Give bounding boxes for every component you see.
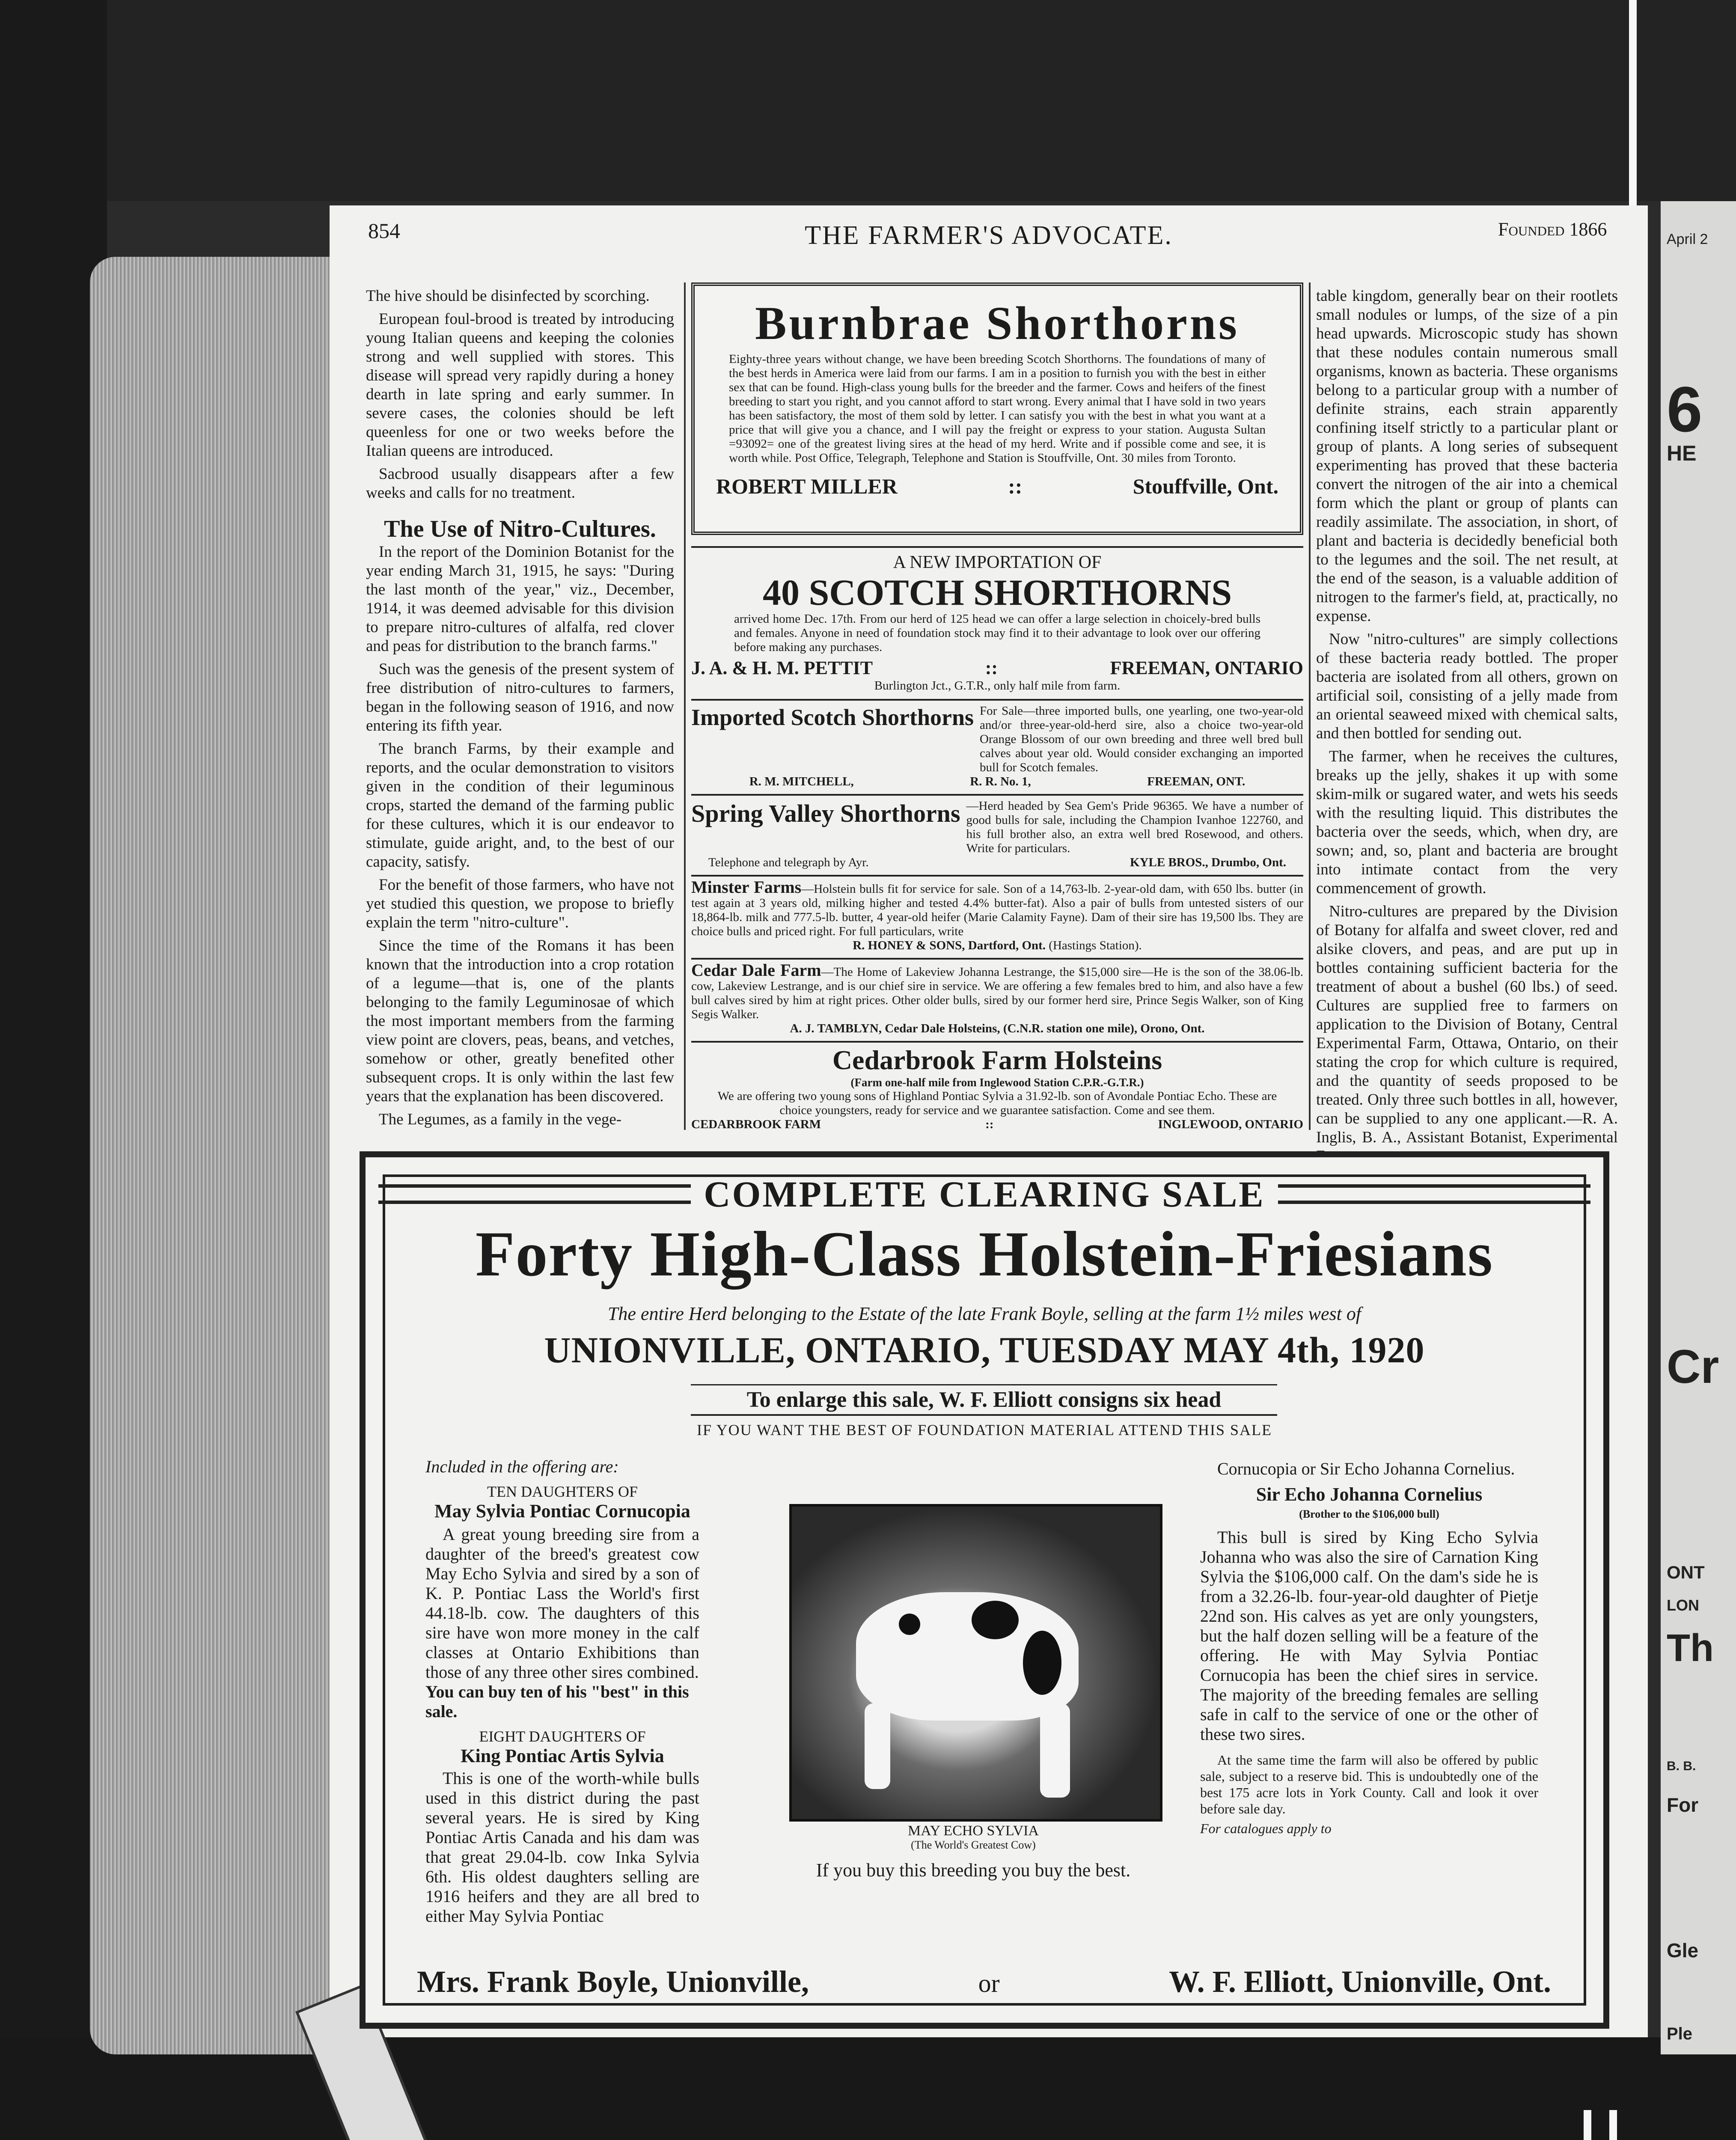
book-page-edges (90, 257, 330, 2054)
ad-signature (707, 474, 1287, 499)
adjacent-fragment: Gle (1667, 1939, 1699, 1962)
paragraph: For the benefit of those farmers, who have not yet studied this question, we propose to briefly explain the term "nitro-culture". (366, 876, 674, 931)
ad-place: INGLEWOOD, ONTARIO (1158, 1118, 1303, 1131)
divider (691, 875, 1303, 877)
cow-spot (899, 1614, 920, 1635)
ad-signature (691, 939, 1303, 953)
scan-glare (1584, 2110, 1591, 2140)
banner-rule (1278, 1184, 1590, 1204)
adjacent-fragment: HE (1667, 441, 1697, 465)
adjacent-fragment: 6 (1667, 373, 1703, 445)
offering-sire: May Sylvia Pontiac Cornucopia (434, 1501, 690, 1522)
adjacent-fragment: LON (1667, 1596, 1699, 1614)
adjacent-fragment: Cr (1667, 1340, 1719, 1393)
divider (691, 546, 1303, 548)
sale-location-date: UNIONVILLE, ONTARIO, TUESDAY MAY 4th, 1920 (544, 1329, 1425, 1370)
paragraph: Now "nitro-cultures" are simply collections of these bacteria ready bottled. The proper bacteria are isolated from all others, grown on artificial soil, consisting of a jelly made from an oriental seaweed mixed with chemical salts, and then bottled for sending out. (1316, 630, 1618, 742)
ad-owner: R. M. MITCHELL, (749, 775, 854, 788)
farm-sale-note: At the same time the farm will also be offered by public sale, subject to a reserve bid. This is undoubtedly one of the best 175 acre lots in York County. Call and look it over before sale day. (1200, 1752, 1538, 1816)
separator: :: (1008, 474, 1023, 498)
offering-highlight: You can buy ten of his "best" in this sale. (425, 1682, 689, 1721)
column-left (366, 287, 674, 1133)
sale-enlarge: To enlarge this sale, W. F. Elliott consigns six head (691, 1384, 1277, 1416)
ad-telephone: Telephone and telegraph by Ayr. (708, 856, 869, 869)
ad-owner: CEDARBROOK FARM (691, 1118, 821, 1131)
paragraph: Nitro-cultures are prepared by the Division of Botany for alfalfa and sweet clover, red and alsike clovers, and peas, and are put up in bottles containing sufficient bacteria for the treatment of about a bushel (60 lbs.) of seed. Cultures are supplied free to farmers on application to the Division of Botany, Central Experimental Farm, Ottawa, Ontario, on their stating the crop for which culture is required, and the quantity of seeds proposed to be treated. Only three such bottles in all, however, can be supplied to any one applicant.—R. A. Inglis, B. A., Assistant Botanist, Experimental (1316, 903, 1618, 1146)
ad-place: FREEMAN, ONT. (1147, 775, 1246, 788)
offering-sire-note: (Brother to the $106,000 bull) (1299, 1508, 1439, 1520)
ad-body: arrived home Dec. 17th. From our herd of 125 head we can offer a large selection in choicely-bred bulls and females. Anyone in need of foundation stock may find it to their advantage to look over our offering before making any purchases. (734, 612, 1260, 654)
ad-note: Burlington Jct., G.T.R., only half mile from farm. (874, 679, 1121, 693)
cow-leg (865, 1703, 890, 1789)
ad-body: We are offering two young sons of Highland Pontiac Sylvia a 31.92-lb. son of Avondale Pontiac Echo. These are choice youngsters, ready for service and we guarantee satisfaction. Come and see them. (717, 1089, 1277, 1117)
running-head-title: THE FARMER'S ADVOCATE. (805, 221, 1173, 250)
ad-title: 40 SCOTCH SHORTHORNS (762, 572, 1232, 613)
page-number: 854 (368, 219, 400, 243)
offering-text: A great young breeding sire from a daughter of the breed's greatest cow May Echo Sylvia and sired by a son of K. P. Pontiac Lass the World's first 44.18-lb. cow. The daughters of this sire have won more money in the calf classes at Ontario Exhibitions than those of any three other sires combined. (425, 1525, 699, 1682)
ad-signature (691, 856, 1303, 870)
ad-address: R. R. No. 1, (970, 775, 1031, 788)
ad-spring-valley (691, 799, 1303, 856)
ad-imported (691, 704, 1303, 775)
adjacent-fragment: For (1667, 1794, 1699, 1816)
divider (691, 794, 1303, 796)
sale-headline: Forty High-Class Holstein-Friesians (475, 1219, 1494, 1290)
seller-boyle: Mrs. Frank Boyle, Unionville, (417, 1965, 809, 1999)
seller-or: or (978, 1969, 1000, 1997)
ad-title: Imported Scotch Shorthorns (691, 704, 974, 730)
divider (691, 699, 1303, 701)
photo-tagline: If you buy this breeding you buy the best. (816, 1860, 1131, 1881)
ad-minster (691, 877, 1303, 939)
cow-leg (1040, 1703, 1070, 1798)
offering-heading: EIGHT DAUGHTERS OF (479, 1728, 646, 1745)
included-label: Included in the offering are: (425, 1457, 619, 1476)
ad-body: —Holstein bulls fit for service for sale. Son of a 14,763-lb. 2-year-old dam, with 650 lbs. butter (in test again at 3 years old, milking higher and tested 4.4% butter-fat). Also a pair of bulls from untested sisters of our 18,864-lb. milk and 777.5-lb. butter, 4 year-old heifer (Marie Calamity Fayne). Dam of their sire has 19,500 lbs. They are choice bulls and priced right. For full particulars, write (691, 882, 1303, 938)
paragraph: The farmer, when he receives the cultures, breaks up the jelly, shakes it up with some skim-milk or sugared water, and wets his seeds with the resulting liquid. This distributes the bacteria over the seeds, which, when dry, are sown; and, so, plant and bacteria are brought into intimate contact from the very commencement of growth. (1316, 748, 1618, 897)
paragraph: Since the time of the Romans it has been known that the introduction into a crop rotation of a legume—that is, one of the plants belonging to the family Leguminosae of which the most important members from the farming view point are clovers, peas, beans, and vetches, somehow or other, greatly benefited other subsequent crops. It is only within the last few years that the explanation has been discovered. (366, 937, 674, 1105)
ad-title: Burnbrae Shorthorns (755, 297, 1240, 349)
adjacent-fragment: Th (1667, 1627, 1714, 1670)
ad-title: Cedarbrook Farm Holsteins (832, 1045, 1162, 1075)
photo-caption: MAY ECHO SYLVIA (907, 1823, 1039, 1839)
ad-clearing-sale (360, 1151, 1609, 2029)
ad-place: Stouffville, Ont. (1133, 474, 1278, 498)
scan-background-top (0, 0, 1736, 201)
ad-signature (691, 775, 1303, 789)
ad-kicker: A NEW IMPORTATION OF (893, 553, 1102, 572)
sale-right-column (1200, 1459, 1538, 1838)
ad-owner: A. J. TAMBLYN, Cedar Dale Holsteins, (C.N.R. station one mile), Orono, Ont. (790, 1022, 1205, 1035)
adjacent-date: April 2 (1667, 231, 1708, 247)
paragraph: In the report of the Dominion Botanist for the year ending March 31, 1915, he says: "During the last month of the year," viz., December, 1914, it was deemed advisable for this division to prepare nitro-cultures of alfalfa, red clover and peas for distribution to the branch farms." (366, 543, 674, 655)
ad-owner: KYLE BROS., Drumbo, Ont. (1130, 856, 1286, 869)
catalogue-note: For catalogues apply to (1200, 1821, 1332, 1836)
offering-text: This is one of the worth-while bulls used in this district during the past several years. He is sired by King Pontiac Artis Canada and his dam was that great 29.04-lb. cow Inka Sylvia 6th. His oldest daughters selling are 1916 heifers and they are all bred to either May Sylvia Pontiac (425, 1768, 699, 1926)
paragraph: Sacbrood usually disappears after a few weeks and calls for no treatment. (366, 465, 674, 502)
paragraph: Such was the genesis of the present system of free distribution of nitro-cultures to farmers, began in the following season of 1916, and now entering its fifth year. (366, 660, 674, 734)
ads-column (691, 282, 1303, 1132)
scan-glare (1609, 2110, 1617, 2140)
sale-left-column (425, 1457, 699, 1926)
seller-elliott: W. F. Elliott, Unionville, Ont. (1169, 1965, 1551, 1999)
ad-body: —The Home of Lakeview Johanna Lestrange, the $15,000 sire—He is the son of the 38.06-lb. cow, Lakeview Lestrange, and is our chief sire in service. We are offering a few females bred to him, and also have a few bull calves sired by him at right prices. Other older bulls, sired by our former herd sire, Prince Segis Walker, son of King Segis Walker. (691, 965, 1303, 1021)
ad-signature (691, 657, 1303, 679)
ad-burnbrae (691, 282, 1303, 535)
adjacent-fragment: B. B. (1667, 1759, 1696, 1773)
cow-spot (1023, 1631, 1061, 1695)
offering-text: This bull is sired by King Echo Sylvia Johanna who was also the sire of Carnation King Sylvia the $106,000 calf. On the dam's side he is from a 32.26-lb. four-year-old daughter of Pietje 22nd son. His calves as yet are only youngsters, but the half dozen selling will be a feature of the offering. He with May Sylvia Pontiac Cornucopia has been the chief sires in service. The majority of the breeding females are selling safe in calf to the service of one or the other of these two sires. (1200, 1528, 1538, 1744)
separator: :: (985, 657, 998, 678)
column-rule (1309, 282, 1311, 1130)
adjacent-page (1661, 201, 1736, 2054)
ad-cedar-dale (691, 960, 1303, 1022)
divider (691, 1041, 1303, 1043)
cow-photo (789, 1504, 1162, 1822)
ad-body: For Sale—three imported bulls, one yearling, one two-year-old and/or three-year-old-herd sire, also a choice two-year-old Orange Blossom of our own breeding and three well bred bull calves about year old. Would consider exchanging an imported bull for Scotch females. (980, 704, 1303, 774)
cow-spot (972, 1601, 1019, 1639)
ad-subtitle: (Farm one-half mile from Inglewood Station C.P.R.-G.T.R.) (850, 1076, 1144, 1089)
adjacent-fragment: ONT (1667, 1562, 1705, 1582)
ad-body: Eighty-three years without change, we have been breeding Scotch Shorthorns. The foundations of many of the best herds in America were laid from our farms. I am in a position to furnish you with the best in either sex that can be found. High-class young bulls for the breeder and the farmer. Cows and heifers of the finest breeding to start you right, and you cannot afford to start wrong. Every animal that I have sold in two years has been satisfactory, the most of them sold by letter. I can satisfy you with the best in what you want at a price that will give you a chance, and I will pay the freight or express to your station. Augusta Sultan =93092= one of the greatest living sires at the head of my herd. Write and if possible come and see, it is worth while. Post Office, Telegraph, Telephone and Station is Stouffville, Ont. 30 miles from Toronto. (729, 352, 1266, 465)
sale-signature (417, 1964, 1551, 2000)
article-heading: The Use of Nitro-Cultures. (384, 516, 656, 542)
divider (691, 958, 1303, 960)
photo-subcaption: (The World's Greatest Cow) (911, 1839, 1036, 1851)
column-right (1316, 287, 1618, 1170)
ad-title: Minster Farms (691, 877, 802, 897)
founded-date: Founded 1866 (1498, 219, 1607, 240)
sale-banner: COMPLETE CLEARING SALE (704, 1174, 1265, 1215)
ad-owner: ROBERT MILLER (716, 474, 898, 498)
paragraph: The branch Farms, by their example and reports, and the ocular demonstration to visitors given in the condition of their leguminous crops, started the demand of the farming public for these cultures, which it is our endeavor to stimulate, guide aright, and, to the best of our capacity, satisfy. (366, 740, 674, 871)
paragraph: table kingdom, generally bear on their rootlets small nodules or lumps, of the size of a pin head upwards. Microscopic study has shown that these nodules contain numerous small organisms, known as bacteria. These organisms belong to a particular group with a number of definite strains, each strain apparently confining itself strictly to a particular plant or group of plants. A long series of subsequent experimenting has proved that these bacteria convert the nitrogen of the air into a chemical form which the plant or group of plants can readily assimilate. The association, in short, of plant and bacteria is decidedly beneficial both to the legumes and the soil. The net result, at the end of the season, is a valuable addition of nitrogen to the farmer's field, at, practically, no expense. (1316, 287, 1618, 625)
ad-title: Spring Valley Shorthorns (691, 800, 960, 827)
separator: :: (985, 1118, 994, 1131)
sale-subtitle: The entire Herd belonging to the Estate of the late Frank Boyle, selling at the farm 1½ miles west of (607, 1303, 1361, 1324)
paragraph: The Legumes, as a family in the vege- (379, 1111, 622, 1128)
ad-title: Cedar Dale Farm (691, 960, 821, 980)
sale-banner-row (366, 1173, 1603, 1216)
ad-owner: R. HONEY & SONS, Dartford, Ont. (853, 939, 1046, 952)
adjacent-fragment: Ple (1667, 2024, 1693, 2043)
offering-heading: TEN DAUGHTERS OF (487, 1483, 638, 1500)
banner-rule (378, 1184, 691, 1204)
ad-place: FREEMAN, ONTARIO (1110, 657, 1303, 678)
offering-text: Cornucopia or Sir Echo Johanna Cornelius. (1217, 1459, 1515, 1478)
ad-station: (Hastings Station). (1049, 939, 1142, 952)
column-rule (684, 282, 686, 1130)
ad-signature (691, 1118, 1303, 1132)
paragraph: The hive should be disinfected by scorching. (366, 287, 650, 305)
sale-attend: IF YOU WANT THE BEST OF FOUNDATION MATERIAL ATTEND THIS SALE (696, 1421, 1272, 1439)
ad-owner: J. A. & H. M. PETTIT (691, 657, 873, 678)
offering-sire: Sir Echo Johanna Cornelius (1256, 1484, 1483, 1505)
offering-sire: King Pontiac Artis Sylvia (461, 1745, 664, 1766)
scan-glare (1629, 0, 1637, 205)
paragraph: European foul-brood is treated by introducing young Italian queens and keeping the colonies strong and well supplied with stores. This disease will spread very rapidly during a honey dearth in late spring and early summer. In severe cases, the colonies should be left queenless for one or two weeks before the Italian queens are introduced. (366, 310, 674, 460)
ad-body: —Herd headed by Sea Gem's Pride 96365. We have a number of good bulls for sale, including the Champion Ivanhoe 122760, and his full brother also, an extra well bred Rosewood, and others. Write for particulars. (966, 799, 1303, 855)
